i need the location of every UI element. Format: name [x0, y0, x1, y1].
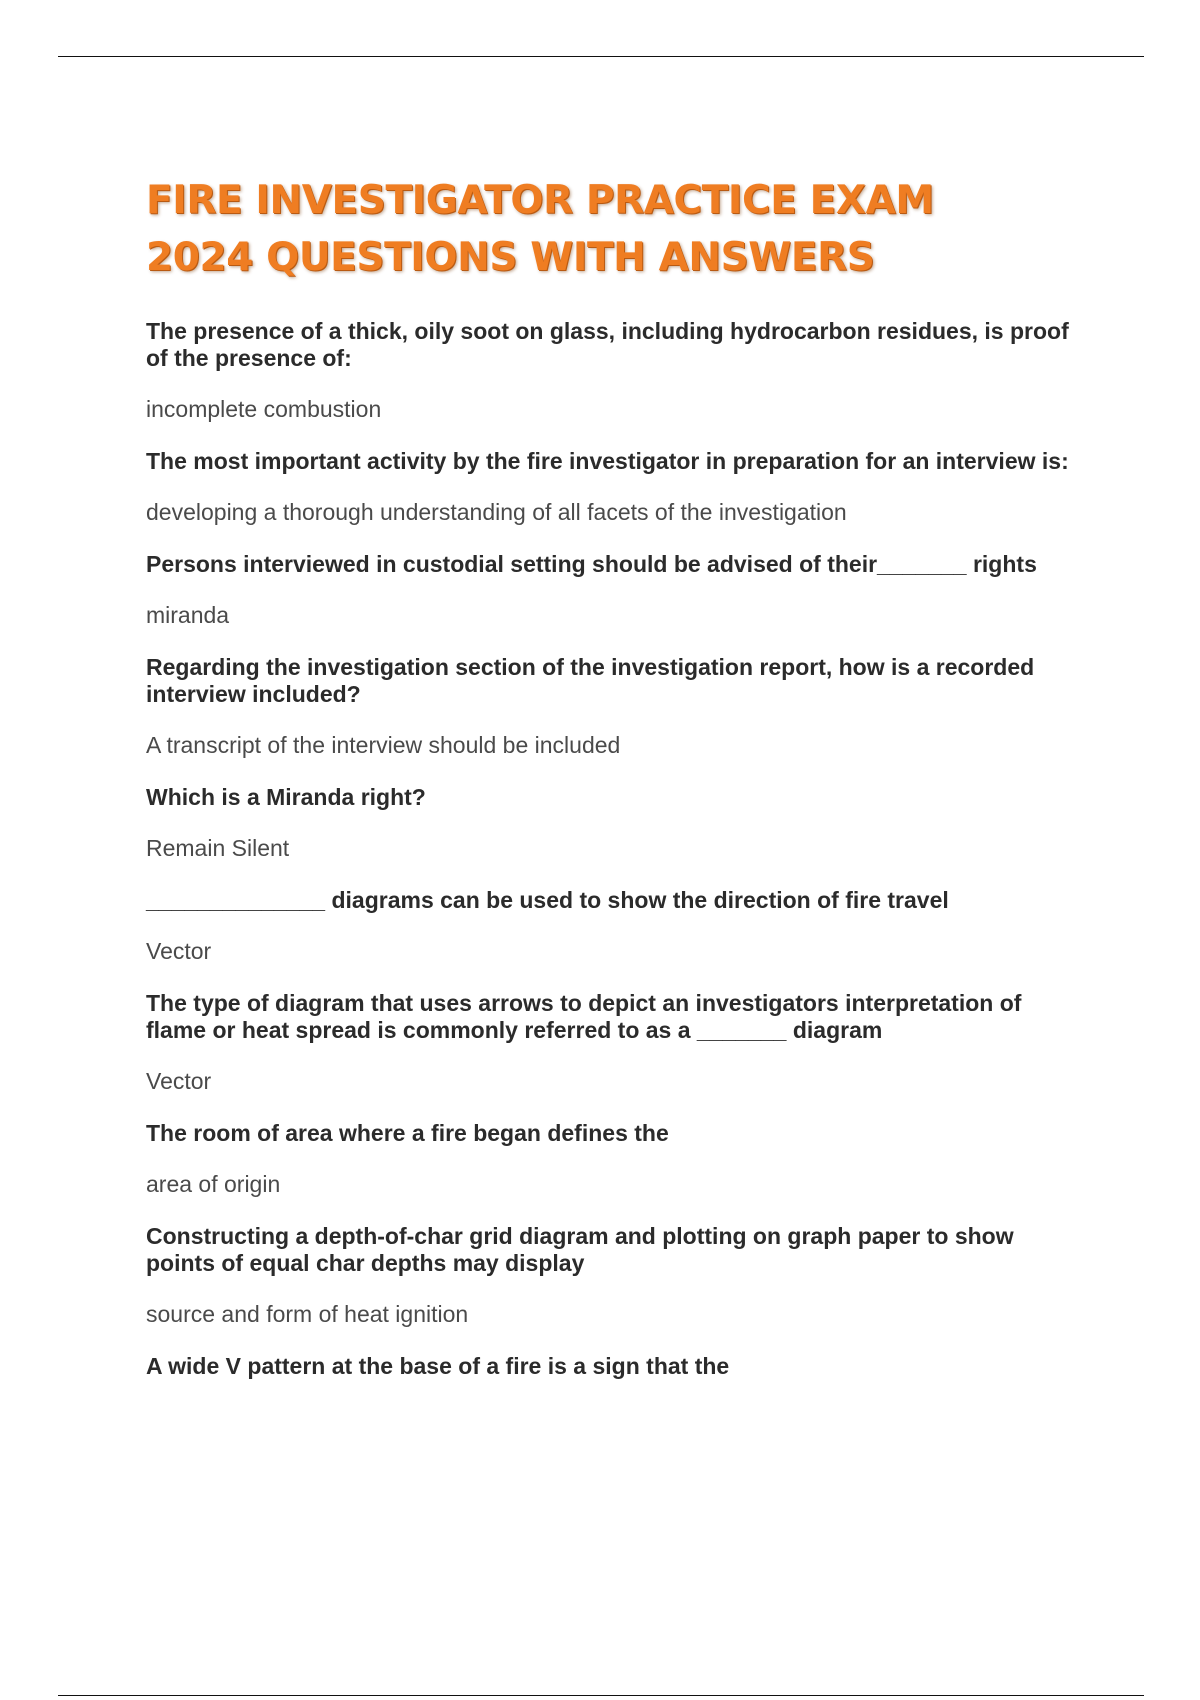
footer-rule [58, 1695, 1144, 1696]
qa-item-10 [146, 1353, 1086, 1380]
qa-item-1 [146, 318, 1086, 423]
qa-item-2 [146, 448, 1086, 526]
qa-item-8 [146, 1120, 1086, 1198]
question-text: ______________ diagrams can be used to show the direction of fire travel [146, 887, 949, 913]
answer-text: Vector [146, 1068, 212, 1094]
title-line-2: 2024 QUESTIONS WITH ANSWERS [146, 235, 875, 280]
question-text: Regarding the investigation section of the investigation report, how is a recorded interview included? [146, 654, 1035, 707]
question-text: The presence of a thick, oily soot on glass, including hydrocarbon residues, is proof of the presence of: [146, 318, 1069, 371]
answer-text: Remain Silent [146, 835, 290, 861]
answer-text: developing a thorough understanding of all facets of the investigation [146, 499, 847, 525]
qa-item-3 [146, 551, 1086, 629]
document-body [146, 172, 1086, 1404]
qa-item-4 [146, 654, 1086, 759]
question-text: The most important activity by the fire investigator in preparation for an interview is: [146, 448, 1069, 474]
answer-text: miranda [146, 602, 230, 628]
answer-text: A transcript of the interview should be included [146, 732, 621, 758]
qa-item-7 [146, 990, 1086, 1095]
qa-item-6 [146, 887, 1086, 965]
question-text: Constructing a depth-of-char grid diagram and plotting on graph paper to show points of equal char depths may display [146, 1223, 1014, 1276]
header-rule [58, 56, 1144, 57]
question-text: The type of diagram that uses arrows to depict an investigators interpretation of flame or heat spread is commonly referred to as a _______ diagram [146, 990, 1022, 1043]
title-line-1: FIRE INVESTIGATOR PRACTICE EXAM [146, 178, 934, 223]
answer-text: incomplete combustion [146, 396, 382, 422]
document-title [146, 172, 1086, 286]
answer-text: Vector [146, 938, 212, 964]
question-text: The room of area where a fire began defines the [146, 1120, 669, 1146]
question-text: Which is a Miranda right? [146, 784, 426, 810]
qa-item-9 [146, 1223, 1086, 1328]
answer-text: source and form of heat ignition [146, 1301, 469, 1327]
question-text: Persons interviewed in custodial setting should be advised of their_______ rights [146, 551, 1037, 577]
answer-text: area of origin [146, 1171, 281, 1197]
question-text: A wide V pattern at the base of a fire is a sign that the [146, 1353, 730, 1379]
qa-item-5 [146, 784, 1086, 862]
